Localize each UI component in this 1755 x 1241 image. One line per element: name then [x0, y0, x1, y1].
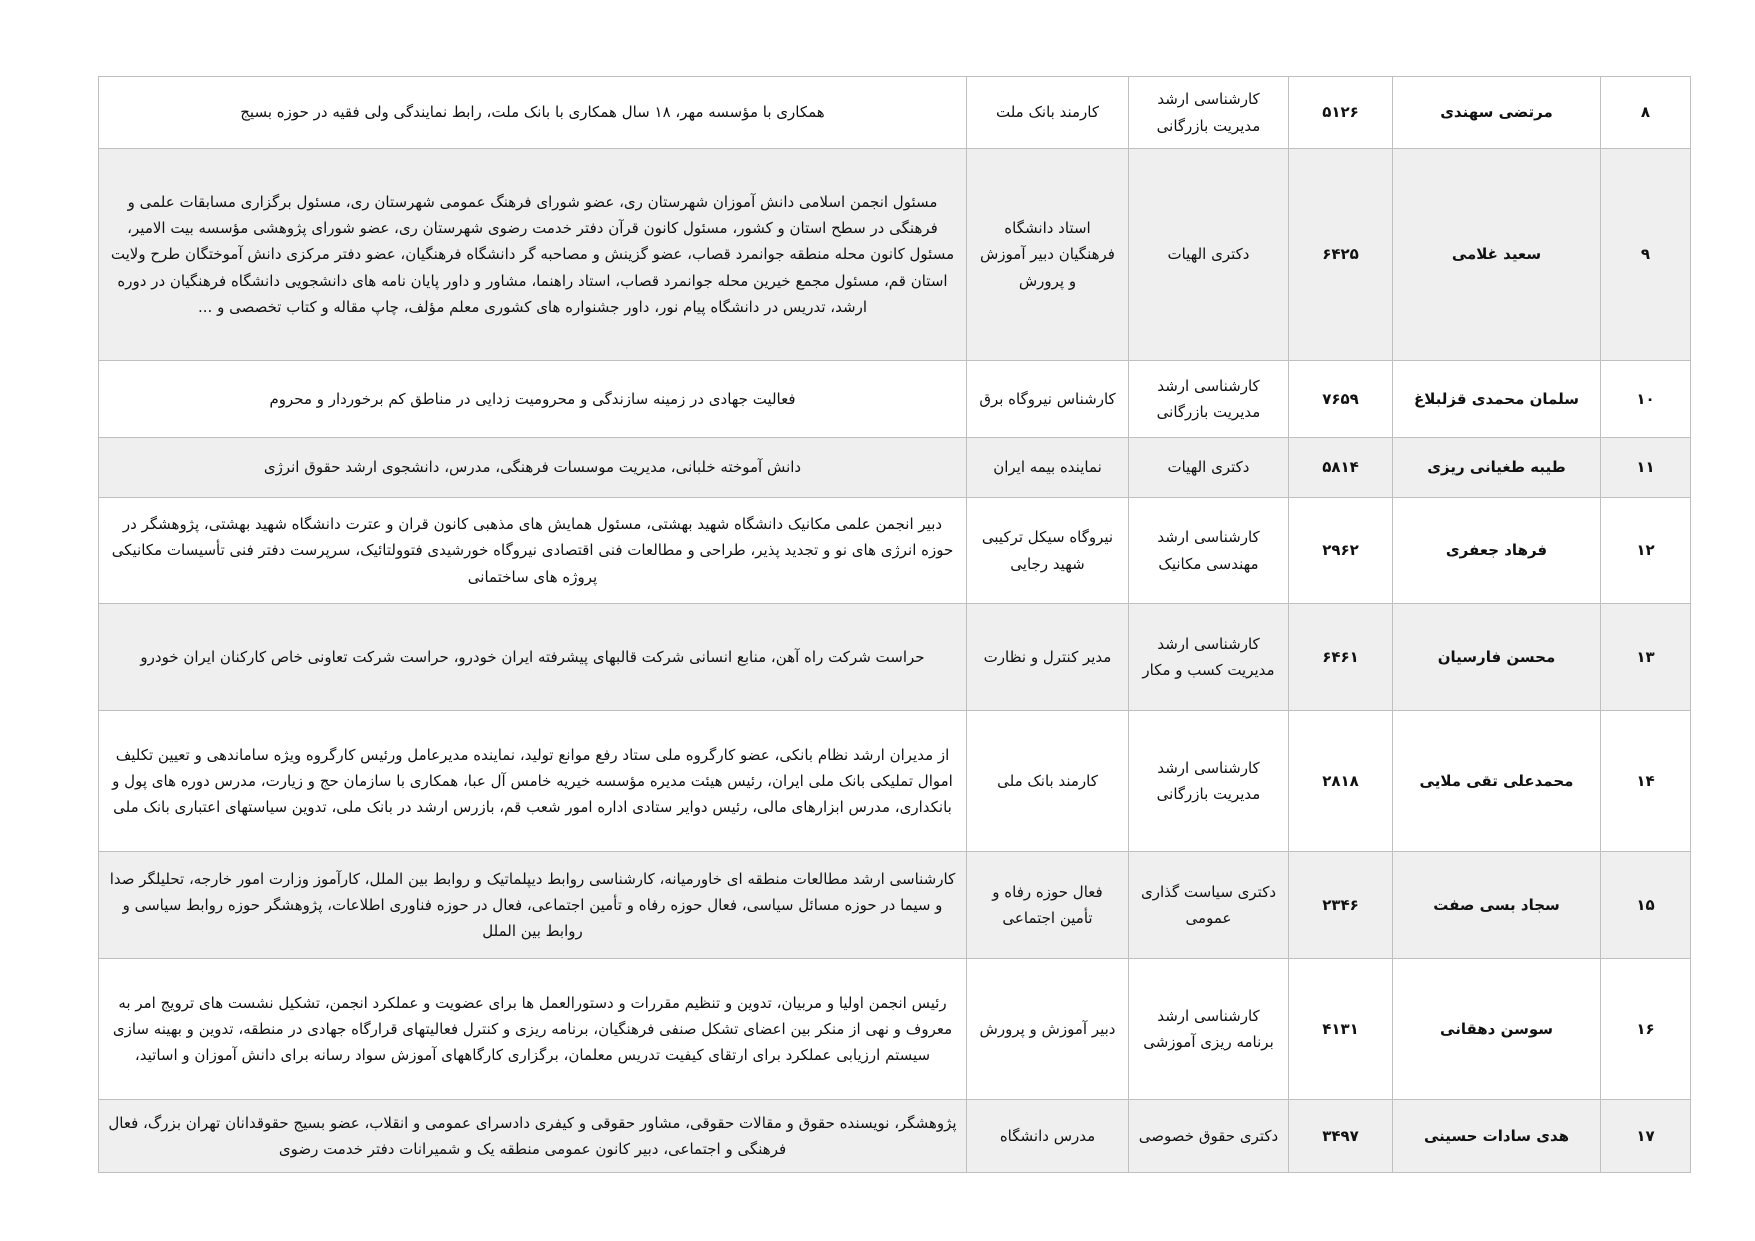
candidate-code: ۵۸۱۴ [1289, 438, 1393, 498]
candidate-education: کارشناسی ارشد مهندسی مکانیک [1129, 498, 1289, 604]
row-number: ۱۶ [1601, 959, 1691, 1100]
candidate-code: ۴۱۳۱ [1289, 959, 1393, 1100]
candidate-code: ۶۴۶۱ [1289, 604, 1393, 711]
row-number: ۱۳ [1601, 604, 1691, 711]
candidate-name: هدی سادات حسینی [1393, 1100, 1601, 1173]
candidate-education: کارشناسی ارشد مدیریت کسب و مکار [1129, 604, 1289, 711]
candidate-education: کارشناسی ارشد مدیریت بازرگانی [1129, 77, 1289, 149]
table-row [99, 1100, 1691, 1173]
row-number: ۸ [1601, 77, 1691, 149]
row-number: ۱۲ [1601, 498, 1691, 604]
candidate-code: ۳۴۹۷ [1289, 1100, 1393, 1173]
table-row [99, 149, 1691, 361]
candidate-description: حراست شرکت راه آهن، منابع انسانی شرکت قالبهای پیشرفته ایران خودرو، حراست شرکت تعاونی خاص کارکنان ایران خودرو [99, 604, 967, 711]
candidate-education: کارشناسی ارشد مدیریت بازرگانی [1129, 711, 1289, 852]
candidate-job: فعال حوزه رفاه و تأمین اجتماعی [967, 852, 1129, 959]
row-number: ۱۴ [1601, 711, 1691, 852]
candidate-code: ۶۴۲۵ [1289, 149, 1393, 361]
candidate-job: نیروگاه سیکل ترکیبی شهید رجایی [967, 498, 1129, 604]
row-number: ۹ [1601, 149, 1691, 361]
candidate-description: رئیس انجمن اولیا و مربیان، تدوین و تنظیم مقررات و دستورالعمل ها برای عضویت و عملکرد انجمن، تشکیل نشست های ترویج امر به معروف و نهی از منکر بین اعضای تشکل صنفی فرهنگیان، برنامه ریزی و کنترل فعالیتهای قرارگاه جهادی در منطقه، تدوین و بهینه سازی سیستم ارزیابی عملکرد برای ارتقای کیفیت تدریس معلمان، برگزاری کارگاههای آموزش سواد رسانه برای دانش آموزان و اساتید، [99, 959, 967, 1100]
candidate-name: سعید غلامی [1393, 149, 1601, 361]
candidate-job: مدرس دانشگاه [967, 1100, 1129, 1173]
candidate-name: محمدعلی تقی ملایی [1393, 711, 1601, 852]
candidate-code: ۲۸۱۸ [1289, 711, 1393, 852]
candidate-name: محسن فارسیان [1393, 604, 1601, 711]
candidate-code: ۲۳۴۶ [1289, 852, 1393, 959]
candidate-description: فعالیت جهادی در زمینه سازندگی و محرومیت زدایی در مناطق کم برخوردار و محروم [99, 361, 967, 438]
table-row [99, 852, 1691, 959]
candidate-job: مدیر کنترل و نظارت [967, 604, 1129, 711]
table-row [99, 361, 1691, 438]
candidate-job: کارمند بانک ملت [967, 77, 1129, 149]
candidate-name: سلمان محمدی قزلبلاغ [1393, 361, 1601, 438]
candidate-description: از مدیران ارشد نظام بانکی، عضو کارگروه ملی ستاد رفع موانع تولید، نماینده مدیرعامل ورئیس کارگروه ویژه ساماندهی و تعیین تکلیف اموال تملیکی بانک ملی ایران، رئیس هیئت مدیره مؤسسه خیریه خامس آل عبا، همکاری با سازمان حج و زیارت، مدرس دوره های پول و بانکداری، مدرس ابزارهای مالی، رئیس دوایر ستادی اداره امور شعب قم، بازرس ارشد در بانک ملی، تدوین سیاستهای اعتباری بانک ملی [99, 711, 967, 852]
candidate-job: دبیر آموزش و پرورش [967, 959, 1129, 1100]
candidate-name: طیبه طغیانی ریزی [1393, 438, 1601, 498]
candidate-description: دبیر انجمن علمی مکانیک دانشگاه شهید بهشتی، مسئول همایش های مذهبی کانون قران و عترت دانشگاه شهید بهشتی، پژوهشگر در حوزه انرژی های نو و تجدید پذیر، طراحی و مطالعات فنی اقتصادی نیروگاه خورشیدی فتوولتائیک، سرپرست دفتر فنی تأسیسات مکانیکی پروژه های ساختمانی [99, 498, 967, 604]
candidate-description: پژوهشگر، نویسنده حقوق و مقالات حقوقی، مشاور حقوقی و کیفری دادسرای عمومی و انقلاب، عضو بسیج حقوقدانان تهران بزرگ، فعال فرهنگی و اجتماعی، دبیر کانون عمومی منطقه یک و شمیرانات دفتر خدمت رضوی [99, 1100, 967, 1173]
candidate-education: دکتری سیاست گذاری عمومی [1129, 852, 1289, 959]
candidate-name: فرهاد جعفری [1393, 498, 1601, 604]
candidate-code: ۲۹۶۲ [1289, 498, 1393, 604]
candidates-table [98, 76, 1691, 1173]
table-row [99, 498, 1691, 604]
row-number: ۱۰ [1601, 361, 1691, 438]
candidate-education: دکتری الهیات [1129, 149, 1289, 361]
table-row [99, 438, 1691, 498]
candidate-education: دکتری حقوق خصوصی [1129, 1100, 1289, 1173]
table-row [99, 604, 1691, 711]
candidate-job: نماینده بیمه ایران [967, 438, 1129, 498]
candidate-education: کارشناسی ارشد مدیریت بازرگانی [1129, 361, 1289, 438]
table-row [99, 711, 1691, 852]
candidate-name: سوسن دهقانی [1393, 959, 1601, 1100]
candidate-education: کارشناسی ارشد برنامه ریزی آموزشی [1129, 959, 1289, 1100]
table-row [99, 959, 1691, 1100]
candidate-code: ۷۶۵۹ [1289, 361, 1393, 438]
candidate-education: دکتری الهیات [1129, 438, 1289, 498]
candidate-description: دانش آموخته خلبانی، مدیریت موسسات فرهنگی، مدرس، دانشجوی ارشد حقوق انرژی [99, 438, 967, 498]
table-row [99, 77, 1691, 149]
row-number: ۱۷ [1601, 1100, 1691, 1173]
row-number: ۱۱ [1601, 438, 1691, 498]
candidate-job: کارمند بانک ملی [967, 711, 1129, 852]
candidate-code: ۵۱۲۶ [1289, 77, 1393, 149]
candidate-name: مرتضی سهندی [1393, 77, 1601, 149]
candidate-name: سجاد بسی صفت [1393, 852, 1601, 959]
row-number: ۱۵ [1601, 852, 1691, 959]
document-page [98, 76, 1690, 1173]
candidate-job: کارشناس نیروگاه برق [967, 361, 1129, 438]
candidate-job: استاد دانشگاه فرهنگیان دبیر آموزش و پرورش [967, 149, 1129, 361]
candidate-description: کارشناسی ارشد مطالعات منطقه ای خاورمیانه، کارشناسی روابط دیپلماتیک و روابط بین الملل، کارآموز وزارت امور خارجه، تحلیلگر صدا و سیما در حوزه مسائل سیاسی، فعال حوزه رفاه و تأمین اجتماعی، فعال در حوزه فناوری اطلاعات، پژوهشگر حوزه روابط سیاسی و روابط بین الملل [99, 852, 967, 959]
candidate-description: مسئول انجمن اسلامی دانش آموزان شهرستان ری، عضو شورای فرهنگ عمومی شهرستان ری، مسئول برگزاری مسابقات علمی و فرهنگی در سطح استان و کشور، مسئول کانون قرآن دفتر خدمت رضوی شهرستان ری، عضو شورای پژوهشی مؤسسه بیت الامیر، مسئول کانون محله منطقه جوانمرد قصاب، عضو گزینش و مصاحبه گر دانشگاه فرهنگیان، عضو دفتر مرکزی دانش آموختگان طرح ولایت استان قم، مسئول مجمع خیرین محله جوانمرد قصاب، استاد راهنما، مشاور و داور پایان نامه های دانشجویی دانشگاه فرهنگیان در دوره ارشد، تدریس در دانشگاه پیام نور، داور جشنواره های کشوری معلم مؤلف، چاپ مقاله و کتاب تخصصی و ... [99, 149, 967, 361]
candidate-description: همکاری با مؤسسه مهر، ۱۸ سال همکاری با بانک ملت، رابط نمایندگی ولی فقیه در حوزه بسیج [99, 77, 967, 149]
